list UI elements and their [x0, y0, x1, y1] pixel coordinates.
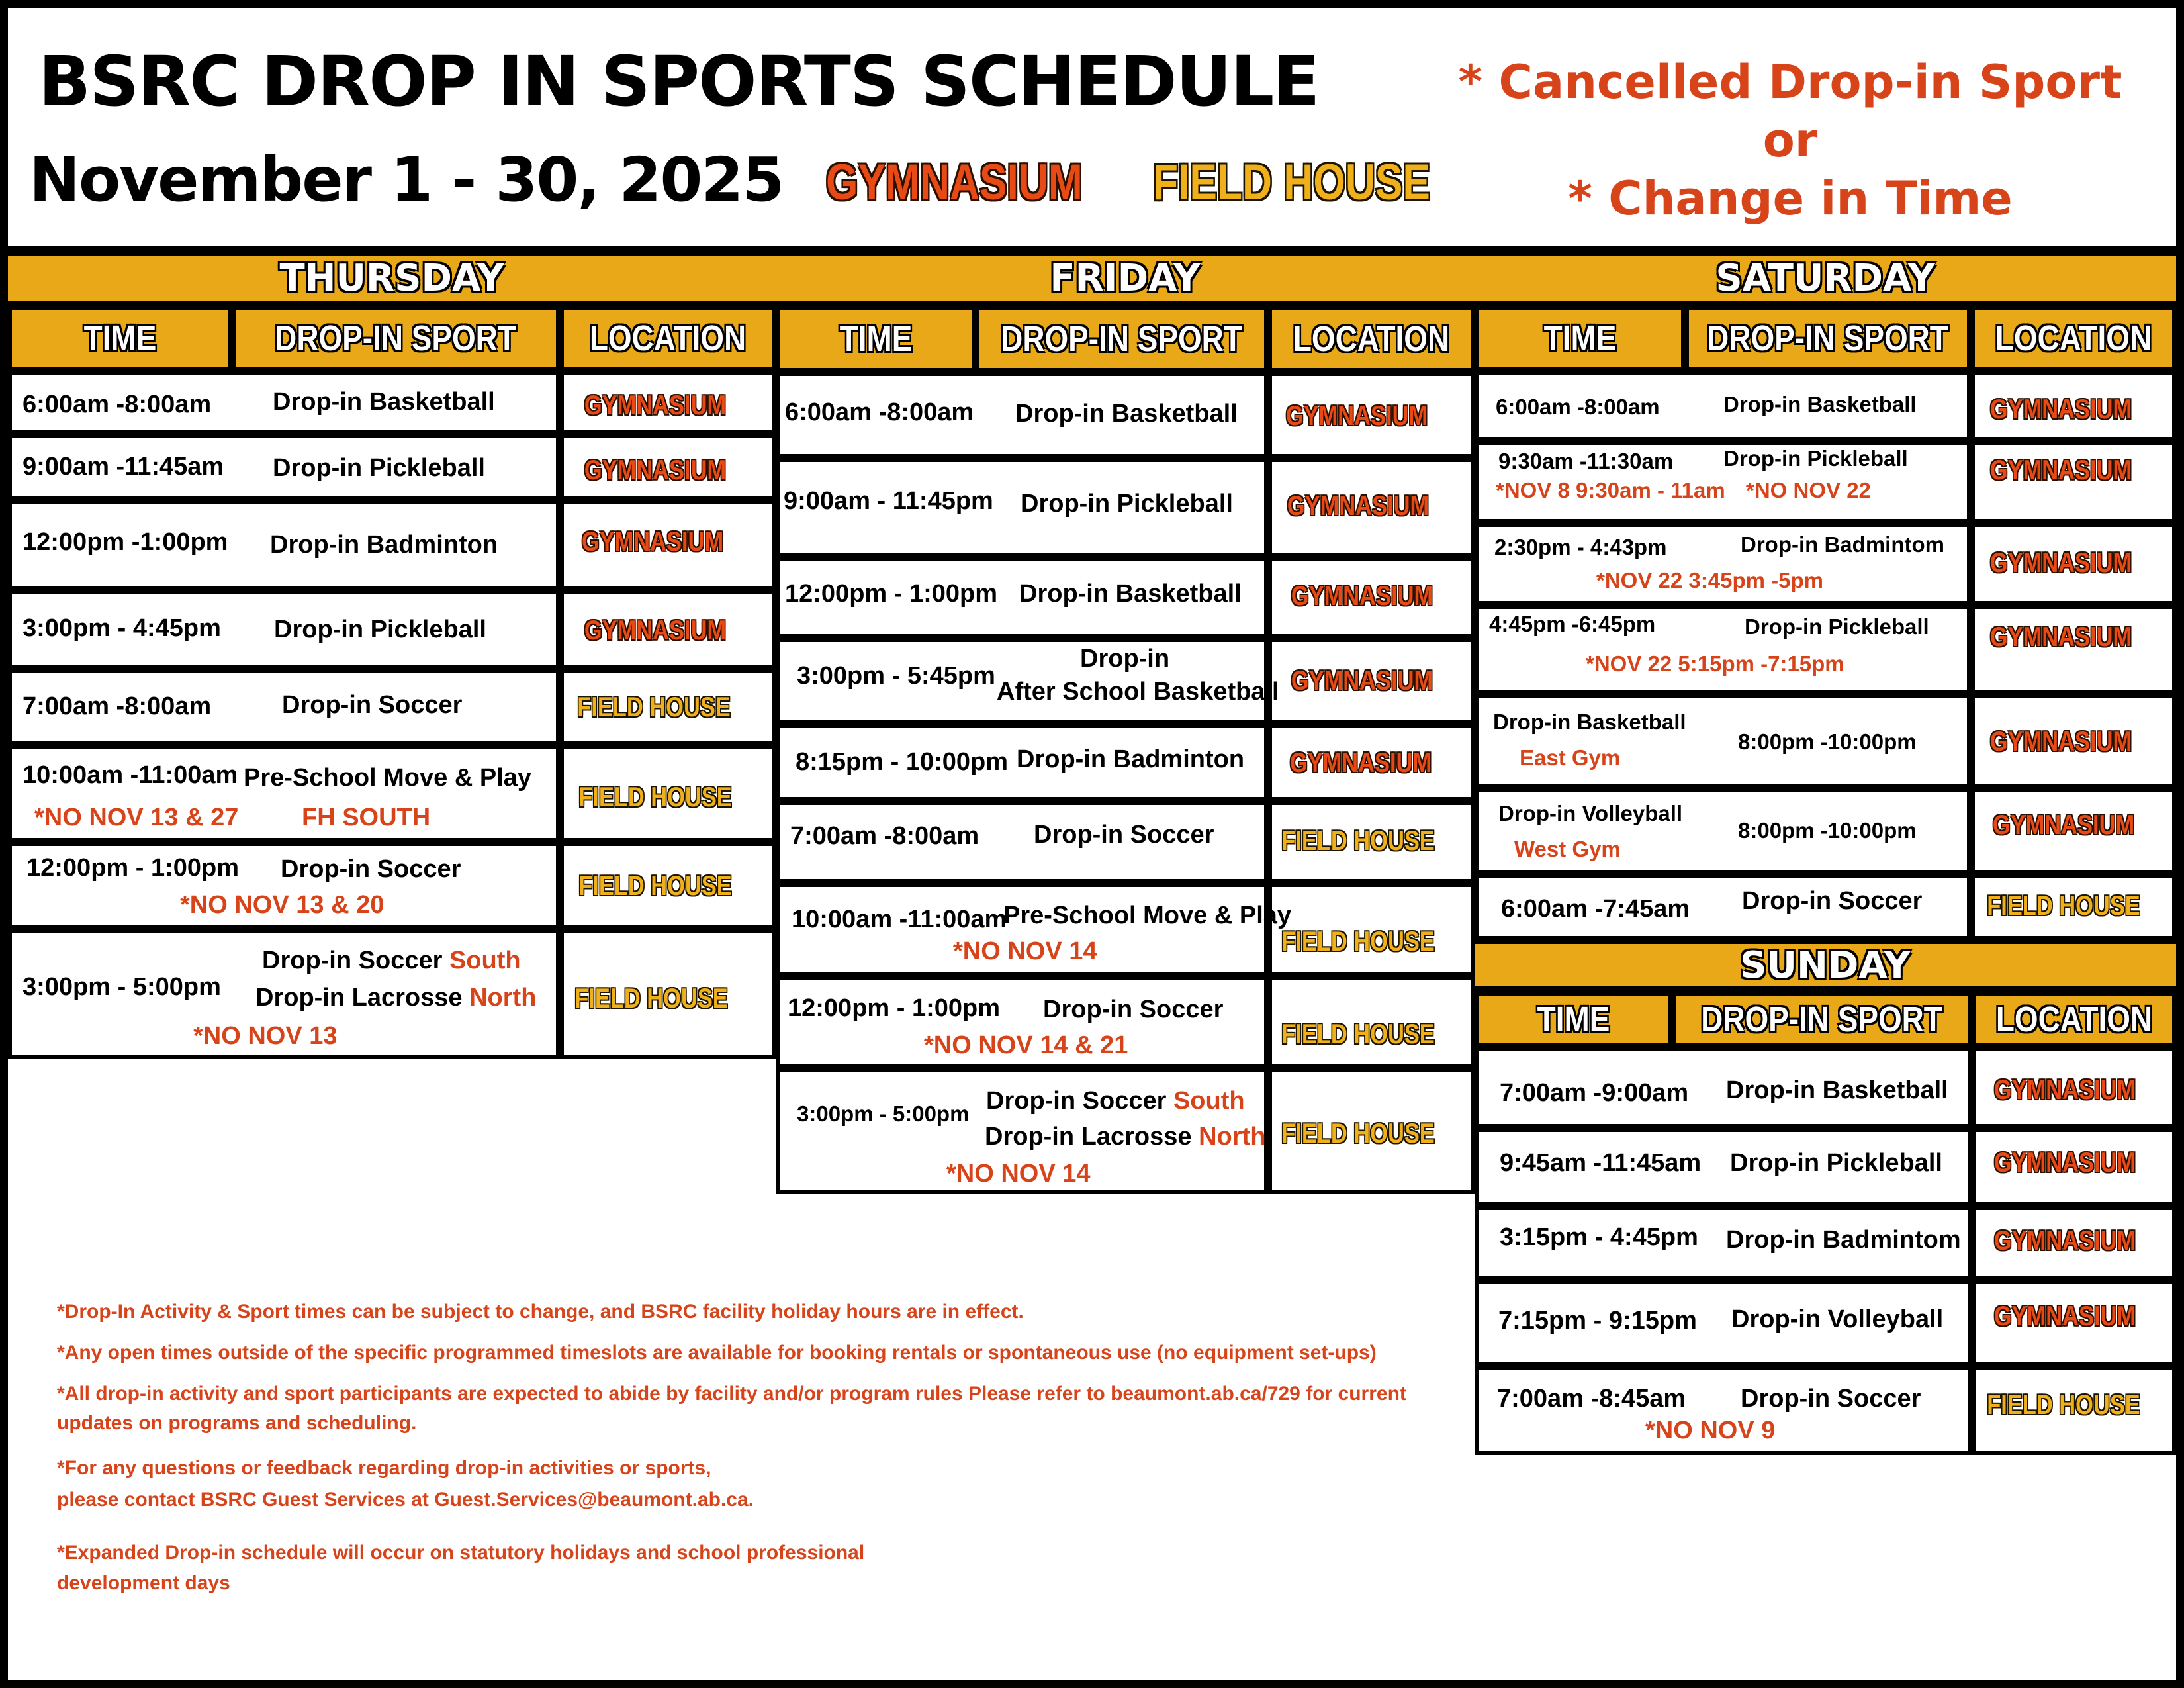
- sport-text: Drop-in Soccer: [1742, 887, 1923, 915]
- time-text: 9:30am -11:30am: [1498, 449, 1674, 473]
- time-text: 7:00am -8:45am: [1497, 1385, 1686, 1413]
- area-tag: South: [449, 947, 521, 974]
- sport-text: Drop-in Soccer: [262, 947, 443, 974]
- location-field-house: FIELD HOUSE: [574, 982, 728, 1013]
- time-text: 9:00am - 11:45pm: [784, 487, 993, 515]
- cancellation-note: *NO NOV 9: [1645, 1417, 1776, 1444]
- location-gymnasium: GYMNASIUM: [584, 454, 727, 485]
- footnote-open-times: *Any open times outside of the specific programmed timeslots are available for booking rentals or spontaneous use (no equipment set-ups): [57, 1342, 1377, 1364]
- friday-time-header: TIME: [776, 306, 976, 372]
- location-field-house: FIELD HOUSE: [1281, 925, 1435, 957]
- time-text: 8:15pm - 10:00pm: [796, 748, 1009, 776]
- location-gymnasium: GYMNASIUM: [1993, 1147, 2136, 1178]
- sunday-location-header: LOCATION: [1972, 992, 2176, 1047]
- time-text: 6:00am -8:00am: [23, 391, 212, 418]
- footnote-rules: *All drop-in activity and sport participants are expected to abide by facility and/or program rules Please refer to beaumont.ab.ca/729 for current: [57, 1383, 1406, 1405]
- location-gymnasium: GYMNASIUM: [1989, 726, 2132, 757]
- sport-text: Drop-in Volleyball: [1498, 801, 1683, 825]
- location-field-house: FIELD HOUSE: [1987, 1389, 2140, 1420]
- friday-location-header: LOCATION: [1268, 306, 1475, 372]
- location-gymnasium: GYMNASIUM: [584, 389, 727, 420]
- day-header-sunday: SUNDAY: [1475, 940, 2176, 992]
- footnote-holiday-hours: *Drop-In Activity & Sport times can be subject to change, and BSRC facility holiday hours are in effect.: [57, 1301, 1024, 1323]
- location-gymnasium: GYMNASIUM: [1287, 490, 1430, 521]
- location-gymnasium: GYMNASIUM: [1993, 1300, 2136, 1331]
- sport-text: Drop-in Soccer: [282, 691, 463, 719]
- location-gymnasium: GYMNASIUM: [1285, 400, 1428, 431]
- footnote-contact: *For any questions or feedback regarding drop-in activities or sports,: [57, 1457, 711, 1479]
- footnote-expanded: *Expanded Drop-in schedule will occur on statutory holidays and school professional: [57, 1542, 865, 1564]
- cancellation-note: *NO NOV 13 & 27: [34, 804, 239, 831]
- time-text: 12:00pm - 1:00pm: [785, 580, 998, 608]
- sport-text: Drop-in Soccer: [1043, 996, 1224, 1023]
- time-text: 2:30pm - 4:43pm: [1494, 535, 1667, 559]
- time-text: 8:00pm -10:00pm: [1738, 818, 1917, 843]
- cancellation-note: *NO NOV 14: [953, 937, 1097, 965]
- time-text: 4:45pm -6:45pm: [1489, 612, 1656, 636]
- location-field-house: FIELD HOUSE: [1281, 1117, 1435, 1149]
- sport-text: Drop-in Pickleball: [1021, 490, 1233, 518]
- sport-text: Drop-in Badminton: [270, 531, 498, 559]
- time-text: 6:00am -7:45am: [1501, 895, 1690, 923]
- sport-text: Drop-in Soccer: [1741, 1385, 1921, 1413]
- cancellation-note: *NO NOV 14: [946, 1160, 1091, 1188]
- sport-text: Drop-in Badmintom: [1726, 1226, 1961, 1254]
- legend-gymnasium: GYMNASIUM: [826, 154, 1083, 211]
- time-text: 7:00am -9:00am: [1500, 1079, 1689, 1107]
- thursday-location-header: LOCATION: [560, 306, 776, 371]
- sport-text: Drop-in Soccer: [986, 1087, 1167, 1115]
- sport-text: Drop-in Pickleball: [273, 454, 485, 482]
- page-title: BSRC DROP IN SPORTS SCHEDULE: [38, 41, 1319, 122]
- sport-text: Drop-in Basketball: [1493, 710, 1686, 734]
- sport-text: Pre-School Move & Play: [1003, 902, 1292, 929]
- time-text: 10:00am -11:00am: [792, 906, 1007, 933]
- time-text: 12:00pm - 1:00pm: [26, 854, 240, 882]
- sport-text: Drop-in Basketball: [1015, 400, 1238, 428]
- location-field-house: FIELD HOUSE: [577, 691, 731, 722]
- sunday-time-header: TIME: [1475, 992, 1672, 1047]
- day-header-friday: FRIDAY: [776, 252, 1475, 306]
- area-note: FH SOUTH: [302, 804, 431, 831]
- location-gymnasium: GYMNASIUM: [1291, 665, 1433, 696]
- time-text: 9:00am -11:45am: [23, 453, 224, 481]
- location-field-house: FIELD HOUSE: [578, 781, 732, 812]
- sport-text-2: After School Basketball: [997, 678, 1279, 706]
- area-note: East Gym: [1520, 745, 1621, 770]
- time-change-note: *NOV 8 9:30am - 11am: [1496, 478, 1725, 502]
- location-gymnasium: GYMNASIUM: [1989, 454, 2132, 485]
- notice-or: or: [1762, 113, 1818, 167]
- friday-sport-header: DROP-IN SPORT: [976, 306, 1268, 372]
- time-text: 3:15pm - 4:45pm: [1500, 1223, 1698, 1251]
- footnote-expanded-cont: development days: [57, 1572, 230, 1594]
- location-gymnasium: GYMNASIUM: [1989, 547, 2132, 578]
- location-gymnasium: GYMNASIUM: [1992, 809, 2135, 840]
- time-text: 3:00pm - 5:45pm: [797, 662, 995, 690]
- sport-text: Pre-School Move & Play: [244, 764, 532, 792]
- location-gymnasium: GYMNASIUM: [1989, 621, 2132, 652]
- location-field-house: FIELD HOUSE: [1987, 890, 2140, 921]
- change-notice: [1456, 53, 2124, 228]
- saturday-sport-header: DROP-IN SPORT: [1685, 306, 1971, 371]
- location-gymnasium: GYMNASIUM: [1291, 580, 1433, 611]
- thursday-sport-header: DROP-IN SPORT: [232, 306, 560, 371]
- sport-text-2: Drop-in Lacrosse: [985, 1123, 1192, 1150]
- location-gymnasium: GYMNASIUM: [584, 614, 727, 645]
- time-text: 7:15pm - 9:15pm: [1498, 1307, 1697, 1335]
- time-text: 10:00am -11:00am: [23, 761, 238, 789]
- location-gymnasium: GYMNASIUM: [581, 526, 724, 557]
- sport-text: Drop-in Basketball: [1723, 392, 1917, 416]
- time-text: 3:00pm - 5:00pm: [797, 1102, 970, 1126]
- location-gymnasium: GYMNASIUM: [1993, 1074, 2136, 1105]
- sport-text: Drop-in Soccer: [1034, 821, 1214, 849]
- location-gymnasium: GYMNASIUM: [1993, 1225, 2136, 1256]
- sport-line-2: [255, 984, 536, 1012]
- sport-text: Drop-in Pickleball: [274, 616, 486, 643]
- time-change-note: *NOV 22 5:15pm -7:15pm: [1586, 651, 1844, 676]
- saturday-location-header: LOCATION: [1971, 306, 2176, 371]
- sport-line-1: [986, 1087, 1245, 1115]
- time-text: 12:00pm -1:00pm: [23, 528, 228, 556]
- cancellation-note: *NO NOV 13: [193, 1022, 338, 1050]
- sunday-sport-header: DROP-IN SPORT: [1672, 992, 1972, 1047]
- footnote-contact-cont: please contact BSRC Guest Services at Guest.Services@beaumont.ab.ca.: [57, 1489, 754, 1511]
- sport-text: Drop-in Basketball: [1726, 1076, 1948, 1104]
- day-header-thursday: THURSDAY: [8, 252, 776, 306]
- time-text: 6:00am -8:00am: [785, 399, 974, 426]
- cancellation-note: *NO NOV 14 & 21: [924, 1031, 1128, 1059]
- time-text: 7:00am -8:00am: [790, 822, 979, 850]
- location-field-house: FIELD HOUSE: [578, 870, 732, 901]
- location-gymnasium: GYMNASIUM: [1989, 393, 2132, 424]
- time-text: 3:00pm - 5:00pm: [23, 973, 221, 1001]
- day-header-saturday: SATURDAY: [1475, 252, 2176, 306]
- sport-text: Drop-in Pickleball: [1730, 1149, 1942, 1177]
- notice-time-change: * Change in Time: [1568, 171, 2013, 226]
- sport-text: Drop-in Soccer: [281, 855, 461, 883]
- cancellation-note: *NO NOV 13 & 20: [180, 891, 385, 919]
- sport-line-2: [985, 1123, 1265, 1151]
- sport-text: Drop-in Pickleball: [1745, 614, 1929, 639]
- location-field-house: FIELD HOUSE: [1281, 825, 1435, 856]
- saturday-time-header: TIME: [1475, 306, 1685, 371]
- time-text: 3:00pm - 4:45pm: [23, 614, 221, 642]
- time-change-note: *NOV 22 3:45pm -5pm: [1596, 568, 1823, 592]
- cancellation-note: *NO NOV 22: [1746, 478, 1871, 502]
- sport-text: Drop-in Basketball: [273, 388, 495, 416]
- sport-text-2: Drop-in Lacrosse: [255, 984, 463, 1011]
- area-note: West Gym: [1514, 837, 1621, 861]
- time-text: 12:00pm - 1:00pm: [788, 994, 1001, 1022]
- notice-cancelled: * Cancelled Drop-in Sport: [1458, 55, 2122, 109]
- time-text: 6:00am -8:00am: [1496, 395, 1660, 419]
- sport-text: Drop-in: [1080, 645, 1170, 673]
- time-text: 7:00am -8:00am: [23, 692, 212, 720]
- area-tag: North: [1199, 1123, 1266, 1150]
- sport-text: Drop-in Badminton: [1017, 745, 1245, 773]
- time-text: 8:00pm -10:00pm: [1738, 729, 1917, 754]
- sport-text: Drop-in Basketball: [1019, 580, 1242, 608]
- sport-text: Drop-in Badmintom: [1741, 532, 1944, 557]
- legend-field-house: FIELD HOUSE: [1153, 154, 1430, 211]
- location-field-house: FIELD HOUSE: [1281, 1018, 1435, 1049]
- location-gymnasium: GYMNASIUM: [1289, 747, 1432, 778]
- sport-text: Drop-in Volleyball: [1731, 1305, 1944, 1333]
- area-tag: North: [469, 984, 537, 1011]
- sport-line-1: [262, 947, 521, 975]
- area-tag: South: [1173, 1087, 1245, 1115]
- sport-text: Drop-in Pickleball: [1723, 446, 1908, 471]
- time-text: 9:45am -11:45am: [1500, 1149, 1702, 1177]
- footnote-rules-cont: updates on programs and scheduling.: [57, 1412, 417, 1434]
- date-range: November 1 - 30, 2025: [29, 144, 784, 215]
- thursday-time-header: TIME: [8, 306, 232, 371]
